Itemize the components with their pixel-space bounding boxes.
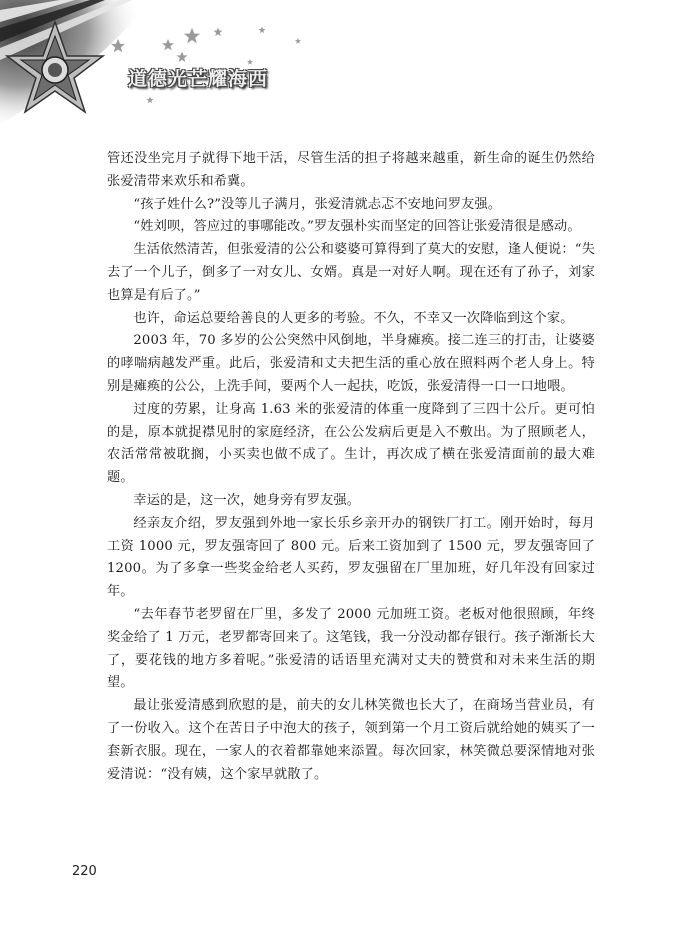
paragraph: 幸运的是，这一次，她身旁有罗友强。 bbox=[133, 492, 361, 508]
paragraph: 经亲友介绍，罗友强到外地一家长乐乡亲开办的钢铁厂打工。刚开始时，每月工资 1000 元，罗友强寄回了 800 元。后来工资加到了 1500 元，罗友强寄回了 1200。为了多拿一些奖金给老人买药，罗友强留在厂里加班，好几年没有回家过年。 bbox=[107, 515, 595, 600]
paragraph: “去年春节老罗留在厂里，多发了 2000 元加班工资。老板对他很照顾，年终奖金给了 1 万元，老罗都寄回来了。这笔钱，我一分没动都存银行。孩子渐渐长大了，要花钱的地方多着呢。”张爱清的话语里充满对丈夫的赞赏和对未来生活的期望。 bbox=[107, 606, 595, 691]
article-body bbox=[107, 148, 595, 786]
paragraph: 最让张爱清感到欣慰的是，前夫的女儿林笑微也长大了，在商场当营业员，有了一份收入。这个在苦日子中泡大的孩子，领到第一个月工资后就给她的姨买了一套新衣服。现在，一家人的衣着都靠她来添置。每次回家，林笑微总要深情地对张爱清说：“没有姨，这个家早就散了。 bbox=[107, 698, 595, 782]
paragraph: 也许，命运总要给善良的人更多的考验。不久，不幸又一次降临到这个家。 bbox=[133, 310, 574, 326]
paragraph: 2003 年，70 多岁的公公突然中风倒地，半身瘫痪。接二连三的打击，让婆婆的哮喘病越发严重。此后，张爱清和丈夫把生活的重心放在照料两个老人身上。特别是瘫痪的公公，上洗手间，要两个人一起扶，吃饭，张爱清得一口一口地喂。 bbox=[107, 333, 595, 394]
paragraph: 管还没坐完月子就得下地干活，尽管生活的担子将越来越重，新生命的诞生仍然给张爱清带来欢乐和希冀。 bbox=[107, 151, 595, 189]
paragraph: “孩子姓什么?”没等儿子满月，张爱清就忐忑不安地问罗友强。 bbox=[133, 196, 502, 212]
page-number: 220 bbox=[72, 864, 97, 879]
paragraph: 生活依然清苦，但张爱清的公公和婆婆可算得到了莫大的安慰，逢人便说：“失去了一个儿子，倒多了一对女儿、女婿。真是一对好人啊。现在还有了孙子，刘家也算是有后了。” bbox=[107, 242, 595, 303]
paragraph: “姓刘呗，答应过的事哪能改。”罗友强朴实而坚定的回答让张爱清很是感动。 bbox=[133, 219, 581, 235]
series-title: 道德光芒耀海西 bbox=[128, 68, 269, 90]
paragraph: 过度的劳累，让身高 1.63 米的张爱清的体重一度降到了三四十公斤。更可怕的是，原本就捉襟见肘的家庭经济，在公公发病后更是入不敷出。为了照顾老人，农活常常被耽搁，小买卖也做不成了。生计，再次成了横在张爱清面前的最大难题。 bbox=[107, 401, 595, 486]
